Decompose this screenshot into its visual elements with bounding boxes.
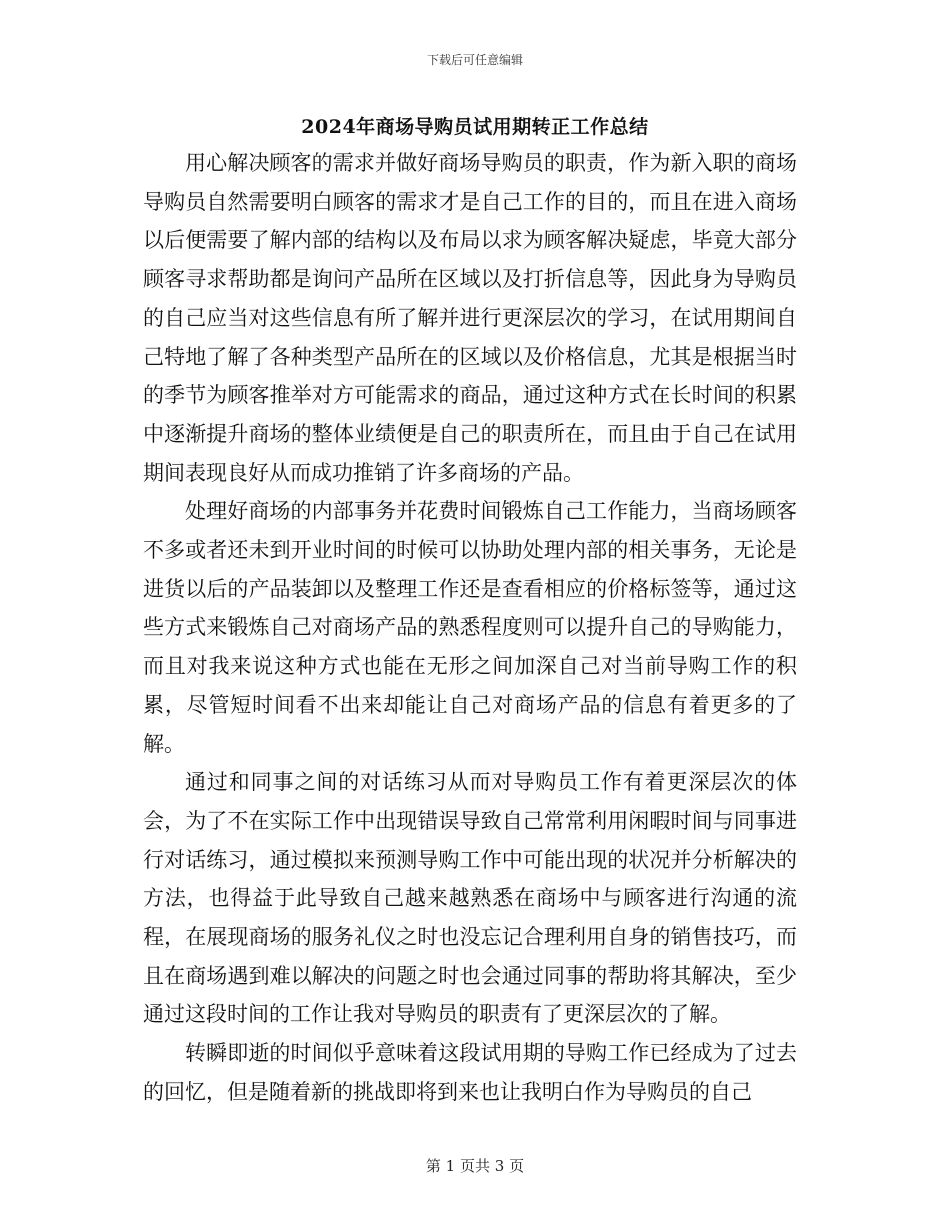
body-paragraph: 转瞬即逝的时间似乎意味着这段试用期的导购工作已经成为了过去的回忆，但是随着新的挑战即将到来也让我明白作为导购员的自己 [143,1041,797,1104]
body-paragraph: 用心解决顾客的需求并做好商场导购员的职责，作为新入职的商场导购员自然需要明白顾客的需求才是自己工作的目的，而且在进入商场以后便需要了解内部的结构以及布局以求为顾客解决疑虑，毕竟大部分顾客寻求帮助都是询问产品所在区域以及打折信息等，因此身为导购员的自己应当对这些信息有所了解并进行更深层次的学习，在试用期间自己特地了解了各种类型产品所在的区域以及价格信息，尤其是根据当时的季节为顾客推举对方可能需求的商品，通过这种方式在长时间的积累中逐渐提升商场的整体业绩便是自己的职责所在，而且由于自己在试用期间表现良好从而成功推销了许多商场的产品。 [143,151,797,485]
page-header-note: 下载后可任意编辑 [426,53,523,67]
document-body [143,144,797,1112]
document-title: 2024年商场导购员试用期转正工作总结 [301,116,649,138]
page-number-footer: 第 1 页共 3 页 [425,1157,525,1175]
body-paragraph: 处理好商场的内部事务并花费时间锻炼自己工作能力，当商场顾客不多或者还未到开业时间的时候可以协助处理内部的相关事务，无论是进货以后的产品装卸以及整理工作还是查看相应的价格标签等，通过这些方式来锻炼自己对商场产品的熟悉程度则可以提升自己的导购能力，而且对我来说这种方式也能在无形之间加深自己对当前导购工作的积累，尽管短时间看不出来却能让自己对商场产品的信息有着更多的了解。 [143,499,797,756]
body-paragraph: 通过和同事之间的对话练习从而对导购员工作有着更深层次的体会，为了不在实际工作中出现错误导致自己常常利用闲暇时间与同事进行对话练习，通过模拟来预测导购工作中可能出现的状况并分析解决的方法，也得益于此导致自己越来越熟悉在商场中与顾客进行沟通的流程，在展现商场的服务礼仪之时也没忘记合理利用自身的销售技巧，而且在商场遇到难以解决的问题之时也会通过同事的帮助将其解决，至少通过这段时间的工作让我对导购员的职责有了更深层次的了解。 [143,770,797,1027]
